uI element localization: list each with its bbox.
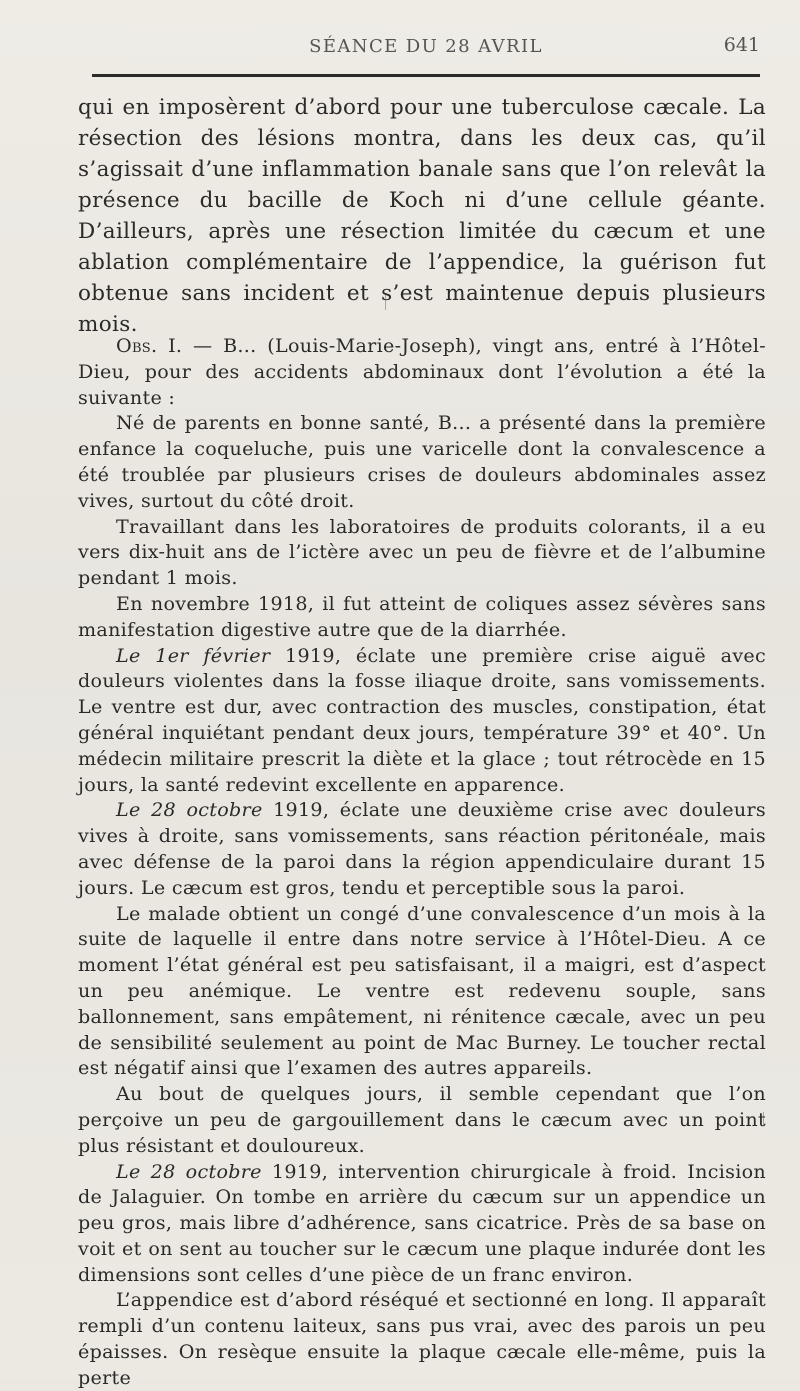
date-emphasis: Le 28 octobre [116,1159,262,1183]
observation-paragraph: Au bout de quelques jours, il semble cependant que l’on perçoive un peu de gargouillement dans le cæcum avec un point plus résistant et douloureux. [78,1082,766,1157]
running-head [92,36,760,68]
observation-label: Obs. I. [116,334,183,357]
observation-paragraph [78,1159,766,1288]
observation-text-fragment: — B... (Louis-Marie-Joseph), vingt ans, entré à l’Hôtel-Dieu, pour des accidents abdominaux dont l’évolution a été la suivante : [78,334,766,409]
page-number: 641 [723,34,760,56]
observation-text-fragment: 1919, éclate une deuxième crise avec douleurs vives à droite, sans vomissements, sans réaction péritonéale, mais avec défense de la paroi dans la région appendiculaire durant 15 jours. Le cæcum est gros, tendu et perceptible sous la paroi. [78,798,766,899]
scan-mark [385,295,386,310]
observation-text-fragment: 1919, éclate une première crise aiguë avec douleurs violentes dans la fosse iliaque droite, sans vomissements. Le ventre est dur, avec contraction des muscles, constipation, état général inquiétant pendant deux jours, température 39° et 40°. Un médecin militaire prescrit la diète et la glace ; tout rétrocède en 15 jours, la santé redevint excellente en apparence. [78,643,767,796]
date-emphasis: Le 1er février [116,643,271,667]
observation-text [78,333,766,1391]
observation-paragraph [78,797,766,900]
observation-paragraph: L’appendice est d’abord réséqué et sectionné en long. Il apparaît rempli d’un contenu laiteux, sans pus vrai, avec des parois un peu épaisses. On resèque ensuite la plaque cæcale elle-même, puis la perte [78,1288,766,1389]
observation-paragraph: Travaillant dans les laboratoires de produits colorants, il a eu vers dix-huit ans de l’ictère avec un peu de fièvre et de l’albumine pendant 1 mois. [78,514,766,590]
observation-paragraph: Le malade obtient un congé d’une convalescence d’un mois à la suite de laquelle il entre dans notre service à l’Hôtel-Dieu. A ce moment l’état général est peu satisfaisant, il a maigri, est d’aspect un peu anémique. Le ventre est redevenu souple, sans ballonnement, sans empâtement, ni rénitence cæcale, avec un peu de sensibilité seulement au point de Mac Burney. Le toucher rectal est négatif ainsi que l’examen des autres appareils. [78,901,766,1080]
intro-text [78,92,766,340]
observation-paragraph: Né de parents en bonne santé, B... a présenté dans la première enfance la coqueluche, puis une varicelle dont la convalescence a été troublée par plusieurs crises de douleurs abdominales assez vives, surtout du côté droit. [78,411,766,512]
observation-paragraph [78,333,766,410]
header-rule [92,74,760,77]
observation-paragraph: En novembre 1918, il fut atteint de coliques assez sévères sans manifestation digestive autre que de la diarrhée. [78,591,766,641]
observation-text-fragment: 1919, intervention chirurgicale à froid. Incision de Jalaguier. On tombe en arrière du cæcum sur un appendice un peu gros, mais libre d’adhérence, sans cicatrice. Près de sa base on voit et on sent au toucher sur le cæcum une plaque indurée dont les dimensions sont celles d’une pièce de un franc environ. [78,1159,766,1286]
date-emphasis: Le 28 octobre [116,798,263,822]
intro-paragraph: qui en imposèrent d’abord pour une tuberculose cæcale. La résection des lésions montra, dans les deux cas, qu’il s’agissait d’une inflammation banale sans que l’on relevât la présence du bacille de Koch ni d’une cellule géante. D’ailleurs, après une résection limitée du cæcum et une ablation complémentaire de l’appendice, la guérison fut obtenue sans incident et s’est maintenue depuis plusieurs mois. [78,95,766,337]
observation-paragraph [78,643,766,798]
running-title: SÉANCE DU 28 AVRIL [309,36,543,57]
